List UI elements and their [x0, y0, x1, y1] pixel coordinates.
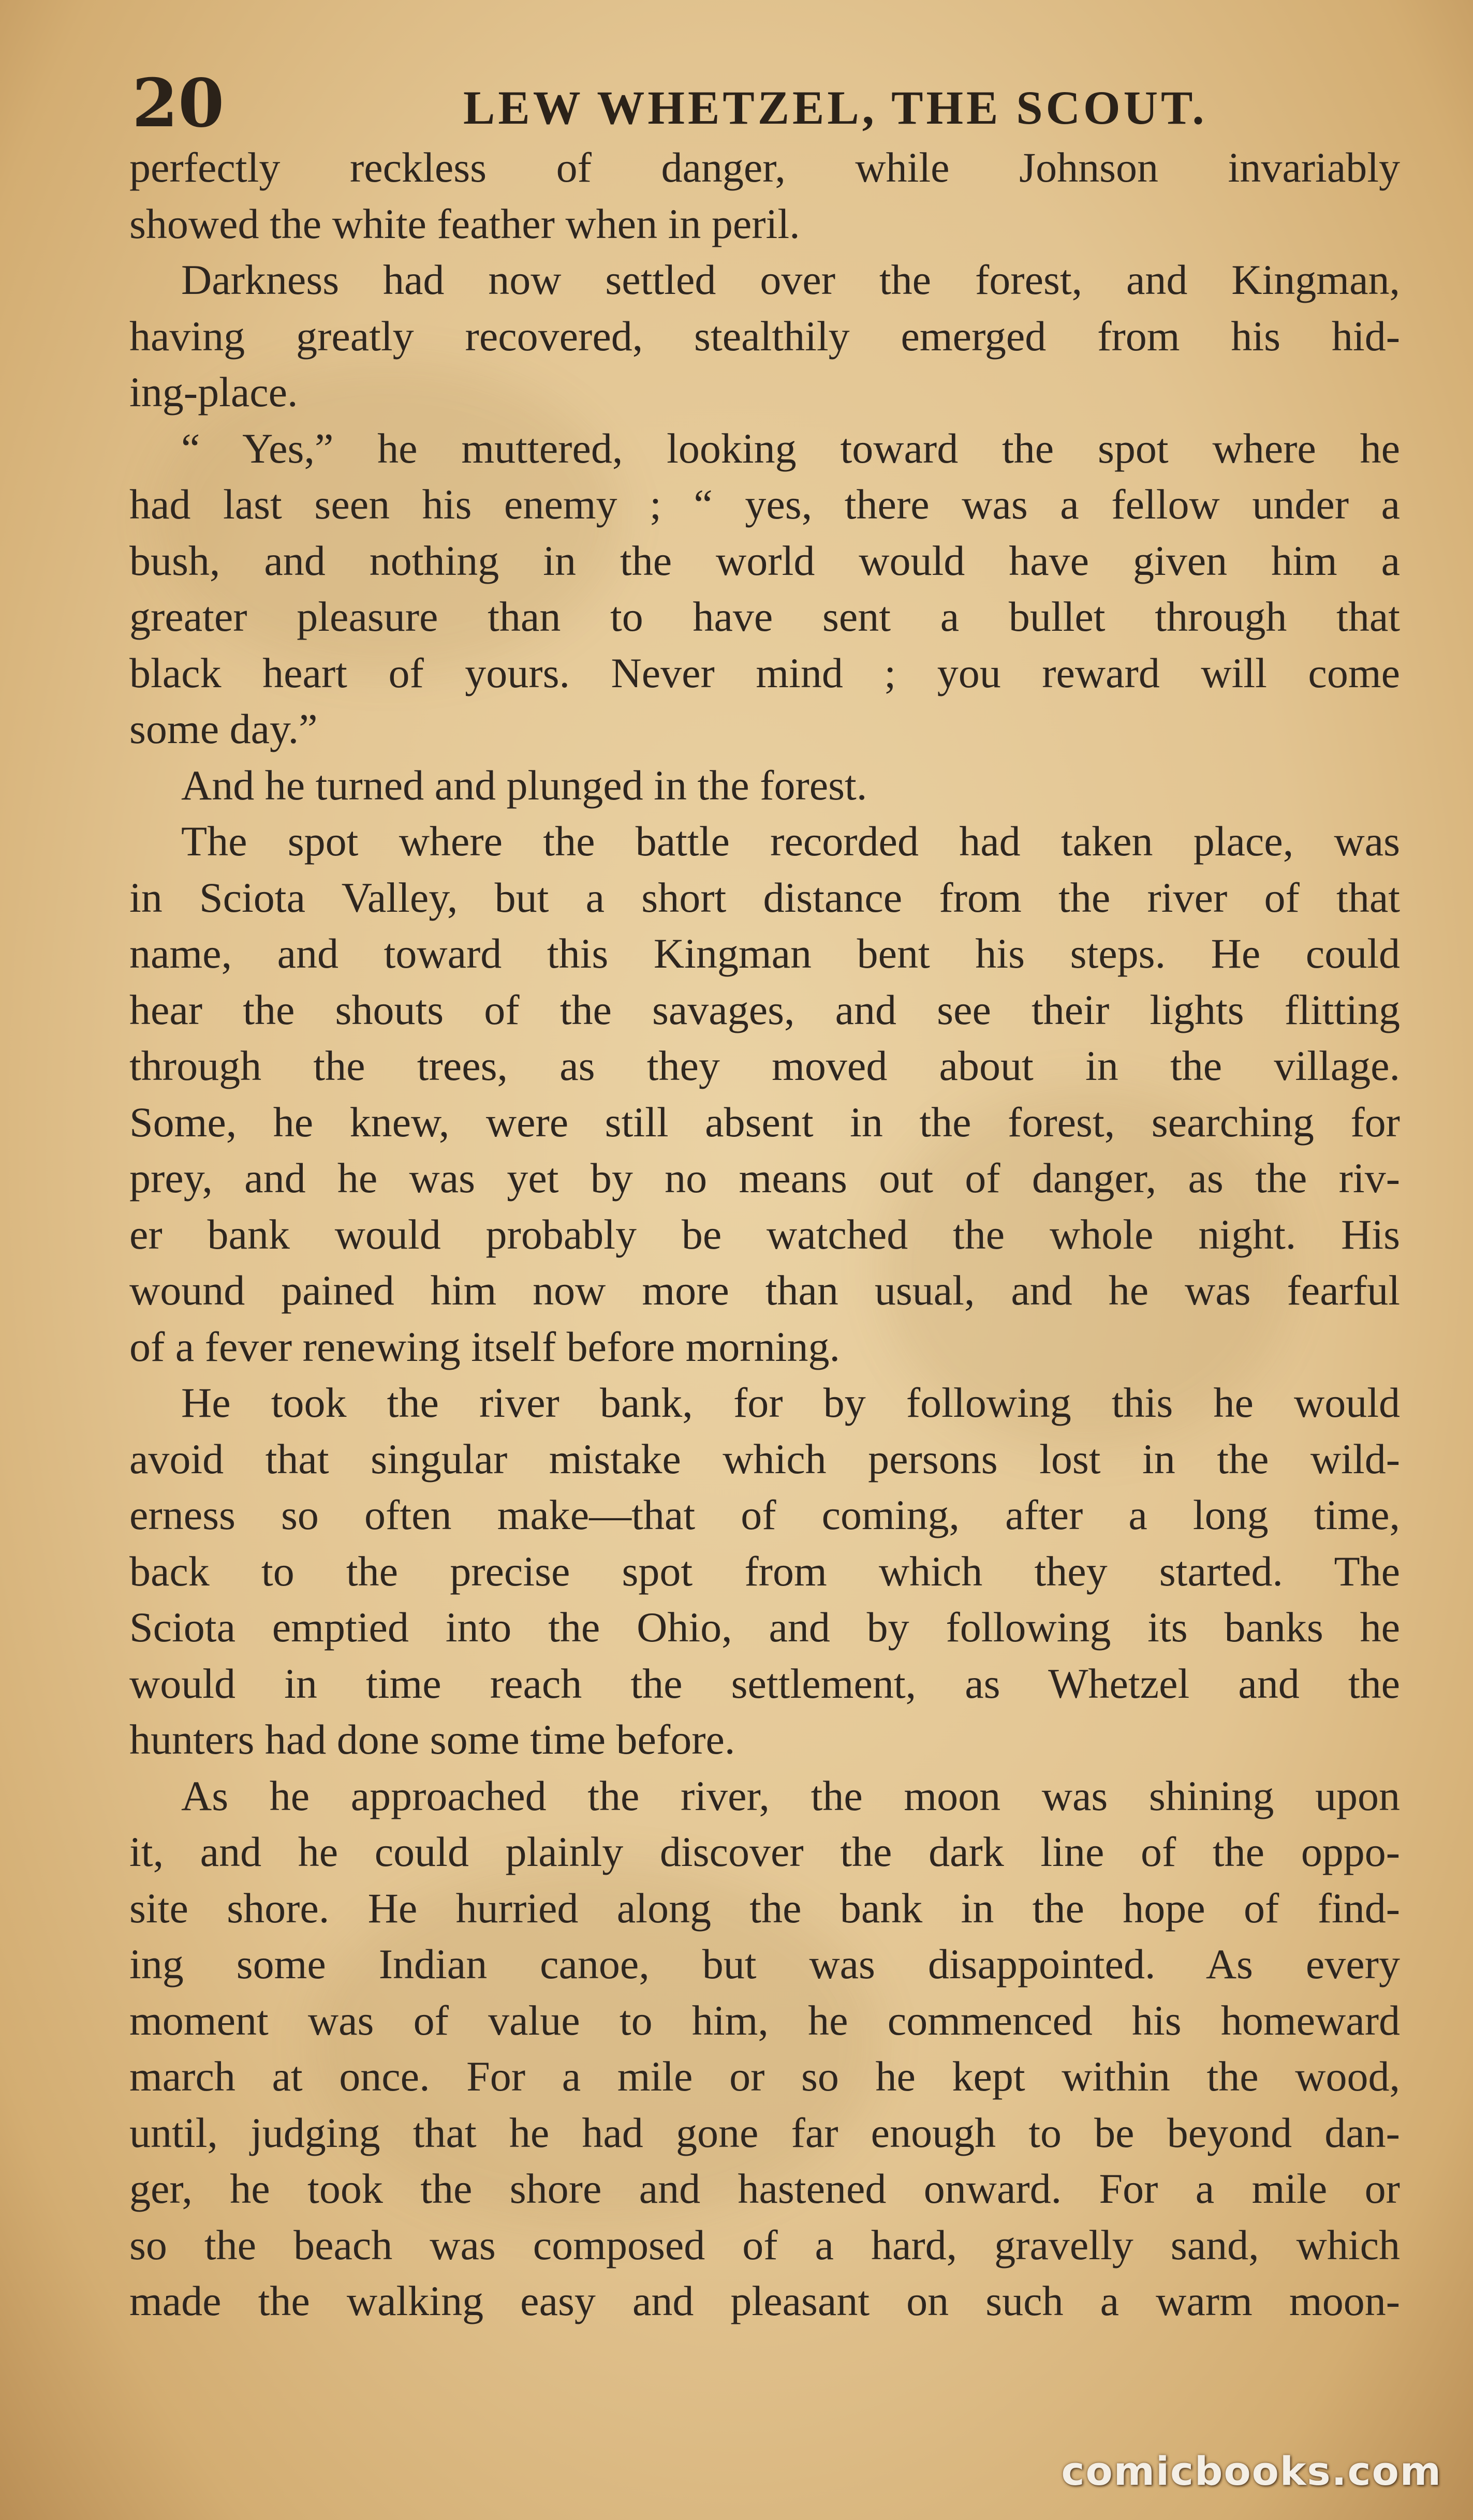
- text-line: avoid that singular mistake which persons lost in the wild-: [129, 1435, 1400, 1483]
- text-line: “ Yes,” he muttered, looking toward the spot where he: [181, 424, 1400, 472]
- text-line: march at once. For a mile or so he kept within the wood,: [129, 2053, 1400, 2100]
- text-line: name, and toward this Kingman bent his steps. He could: [129, 930, 1400, 977]
- text-line: bush, and nothing in the world would have given him a: [129, 537, 1400, 584]
- text-line: some day.”: [129, 705, 318, 752]
- text-line: Darkness had now settled over the forest, and Kingman,: [181, 256, 1400, 303]
- body-text: [129, 140, 1400, 2330]
- text-line: moment was of value to him, he commenced his homeward: [129, 1996, 1400, 2044]
- text-line: through the trees, as they moved about in the village.: [129, 1042, 1400, 1089]
- text-line: ing some Indian canoe, but was disappointed. As every: [129, 1940, 1400, 1988]
- text-line: would in time reach the settlement, as Whetzel and the: [129, 1659, 1400, 1707]
- text-line: hear the shouts of the savages, and see their lights flitting: [129, 986, 1400, 1033]
- page-number: 20: [132, 65, 225, 142]
- text-line: He took the river bank, for by following this he would: [181, 1379, 1400, 1426]
- text-line: so the beach was composed of a hard, gravelly sand, which: [129, 2221, 1400, 2269]
- text-line: Sciota emptied into the Ohio, and by following its banks he: [129, 1604, 1400, 1651]
- text-line: of a fever renewing itself before morning.: [129, 1323, 840, 1370]
- text-line: having greatly recovered, stealthily emerged from his hid-: [129, 312, 1400, 360]
- text-line: The spot where the battle recorded had taken place, was: [181, 818, 1400, 865]
- text-line: until, judging that he had gone far enough to be beyond dan-: [129, 2109, 1400, 2156]
- text-line: wound pained him now more than usual, and he was fearful: [129, 1267, 1400, 1314]
- text-line: had last seen his enemy ; “ yes, there was a fellow under a: [129, 481, 1400, 528]
- text-line: made the walking easy and pleasant on such a warm moon-: [129, 2277, 1400, 2324]
- text-line: erness so often make—that of coming, after a long time,: [129, 1491, 1400, 1538]
- watermark: comicbooks.com: [1061, 2448, 1442, 2494]
- text-line: As he approached the river, the moon was shining upon: [181, 1772, 1400, 1819]
- text-line: er bank would probably be watched the whole night. His: [129, 1210, 1400, 1258]
- text-line: greater pleasure than to have sent a bullet through that: [129, 593, 1400, 640]
- text-line: Some, he knew, were still absent in the forest, searching for: [129, 1098, 1400, 1146]
- running-head: LEW WHETZEL, THE SCOUT.: [463, 81, 1207, 134]
- text-line: showed the white feather when in peril.: [129, 200, 800, 247]
- text-line: in Sciota Valley, but a short distance from the river of that: [129, 873, 1400, 921]
- text-line: site shore. He hurried along the bank in the hope of find-: [129, 1884, 1400, 1932]
- text-line: perfectly reckless of danger, while Johnson invariably: [129, 144, 1400, 191]
- text-line: black heart of yours. Never mind ; you reward will come: [129, 649, 1400, 696]
- page-header: [132, 62, 1400, 145]
- text-line: back to the precise spot from which they started. The: [129, 1547, 1400, 1595]
- text-line: hunters had done some time before.: [129, 1716, 735, 1763]
- text-line: And he turned and plunged in the forest.: [181, 761, 867, 809]
- text-line: prey, and he was yet by no means out of danger, as the riv-: [129, 1154, 1400, 1202]
- text-line: ger, he took the shore and hastened onward. For a mile or: [129, 2165, 1400, 2212]
- text-line: it, and he could plainly discover the dark line of the oppo-: [129, 1828, 1400, 1875]
- text-line: ing-place.: [129, 368, 298, 416]
